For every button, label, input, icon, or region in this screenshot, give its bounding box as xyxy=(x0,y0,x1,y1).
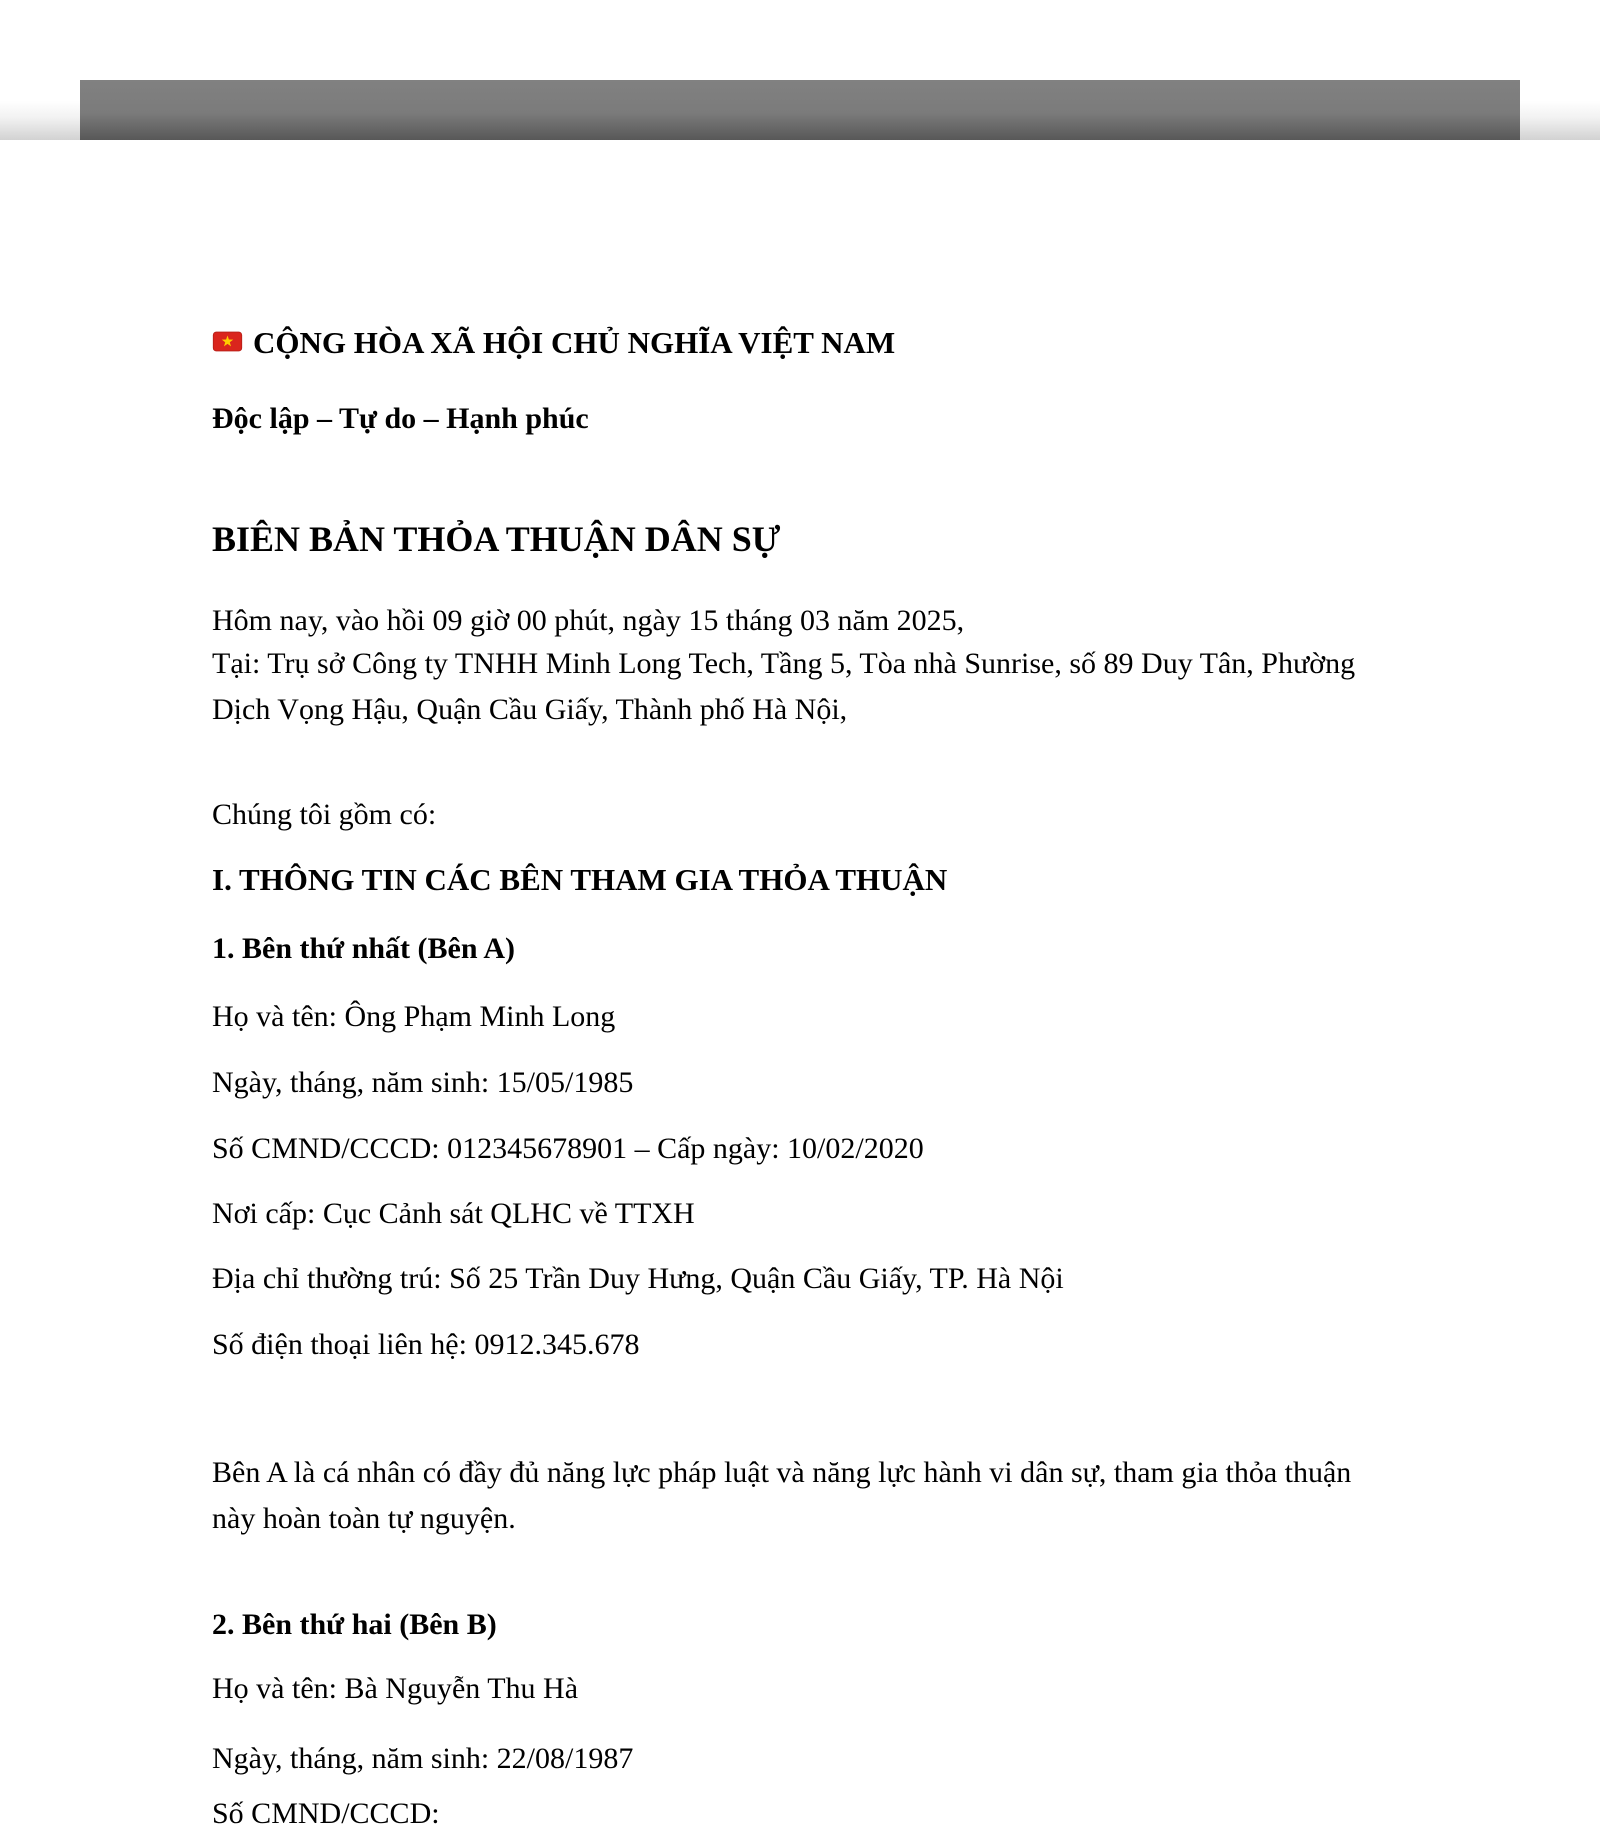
party-a-heading: 1. Bên thứ nhất (Bên A) xyxy=(212,932,516,965)
grey-header-bar xyxy=(80,80,1520,140)
party-a-name: Họ và tên: Ông Phạm Minh Long xyxy=(212,1000,616,1033)
national-header-title: CỘNG HÒA XÃ HỘI CHỦ NGHĨA VIỆT NAM xyxy=(253,325,896,360)
party-a-id-number: Số CMND/CCCD: 012345678901 – Cấp ngày: 10/02/2020 xyxy=(212,1132,924,1165)
party-a-issued-by: Nơi cấp: Cục Cảnh sát QLHC về TTXH xyxy=(212,1197,695,1230)
party-b-heading: 2. Bên thứ hai (Bên B) xyxy=(212,1608,497,1641)
national-header xyxy=(212,320,1392,365)
party-b-dob: Ngày, tháng, năm sinh: 22/08/1987 xyxy=(212,1742,634,1775)
intro-location-line: Tại: Trụ sở Công ty TNHH Minh Long Tech, Tầng 5, Tòa nhà Sunrise, số 89 Duy Tân, Phường Dịch Vọng Hậu, Quận Cầu Giấy, Thành phố Hà Nội, xyxy=(212,647,1356,726)
party-a-address: Địa chỉ thường trú: Số 25 Trần Duy Hưng, Quận Cầu Giấy, TP. Hà Nội xyxy=(212,1262,1064,1295)
party-a-dob: Ngày, tháng, năm sinh: 15/05/1985 xyxy=(212,1066,634,1099)
party-a-capacity-note: Bên A là cá nhân có đầy đủ năng lực pháp luật và năng lực hành vi dân sự, tham gia thỏa thuận này hoàn toàn tự nguyện. xyxy=(212,1456,1352,1535)
section-1-heading: I. THÔNG TIN CÁC BÊN THAM GIA THỎA THUẬN xyxy=(212,862,948,897)
party-a-phone: Số điện thoại liên hệ: 0912.345.678 xyxy=(212,1328,640,1361)
party-b-id-partial-line: Số CMND/CCCD: xyxy=(212,1797,440,1830)
national-motto: Độc lập – Tự do – Hạnh phúc xyxy=(212,402,589,435)
party-b-name: Họ và tên: Bà Nguyễn Thu Hà xyxy=(212,1672,579,1705)
participants-intro: Chúng tôi gồm có: xyxy=(212,798,437,831)
intro-time-line: Hôm nay, vào hồi 09 giờ 00 phút, ngày 15 tháng 03 năm 2025, xyxy=(212,604,965,637)
vietnam-flag-icon xyxy=(212,320,243,365)
document-title: BIÊN BẢN THỎA THUẬN DÂN SỰ xyxy=(212,519,781,559)
